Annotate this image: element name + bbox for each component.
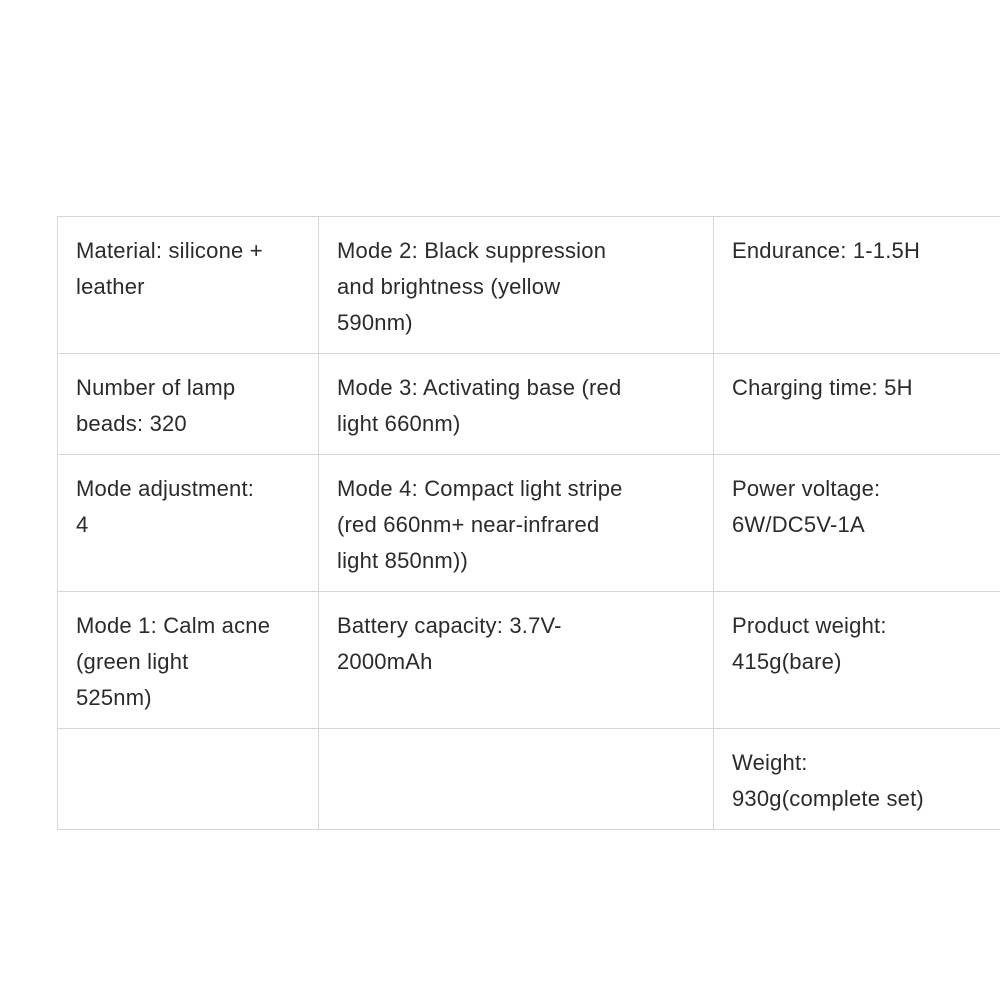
table-cell-empty — [319, 729, 714, 830]
table-row — [58, 455, 1000, 592]
table-cell-weight: Weight: 930g(complete set) — [714, 729, 1000, 830]
table-cell-empty — [58, 729, 319, 830]
table-cell-material: Material: silicone + leather — [58, 217, 319, 354]
table-cell-charging-time: Charging time: 5H — [714, 354, 1000, 455]
table-cell-endurance: Endurance: 1-1.5H — [714, 217, 1000, 354]
table-cell-mode-1: Mode 1: Calm acne (green light 525nm) — [58, 592, 319, 729]
table-row — [58, 592, 1000, 729]
table-cell-mode-adjustment: Mode adjustment: 4 — [58, 455, 319, 592]
table-cell-product-weight: Product weight: 415g(bare) — [714, 592, 1000, 729]
table-cell-battery-capacity: Battery capacity: 3.7V- 2000mAh — [319, 592, 714, 729]
table-cell-mode-2: Mode 2: Black suppression and brightness (yellow 590nm) — [319, 217, 714, 354]
table-cell-mode-4: Mode 4: Compact light stripe (red 660nm+ near-infrared light 850nm)) — [319, 455, 714, 592]
table-cell-power-voltage: Power voltage: 6W/DC5V-1A — [714, 455, 1000, 592]
table-cell-mode-3: Mode 3: Activating base (red light 660nm) — [319, 354, 714, 455]
table-row — [58, 354, 1000, 455]
table-row — [58, 729, 1000, 830]
spec-table — [57, 216, 1000, 830]
table-cell-lamp-beads: Number of lamp beads: 320 — [58, 354, 319, 455]
table-row — [58, 217, 1000, 354]
